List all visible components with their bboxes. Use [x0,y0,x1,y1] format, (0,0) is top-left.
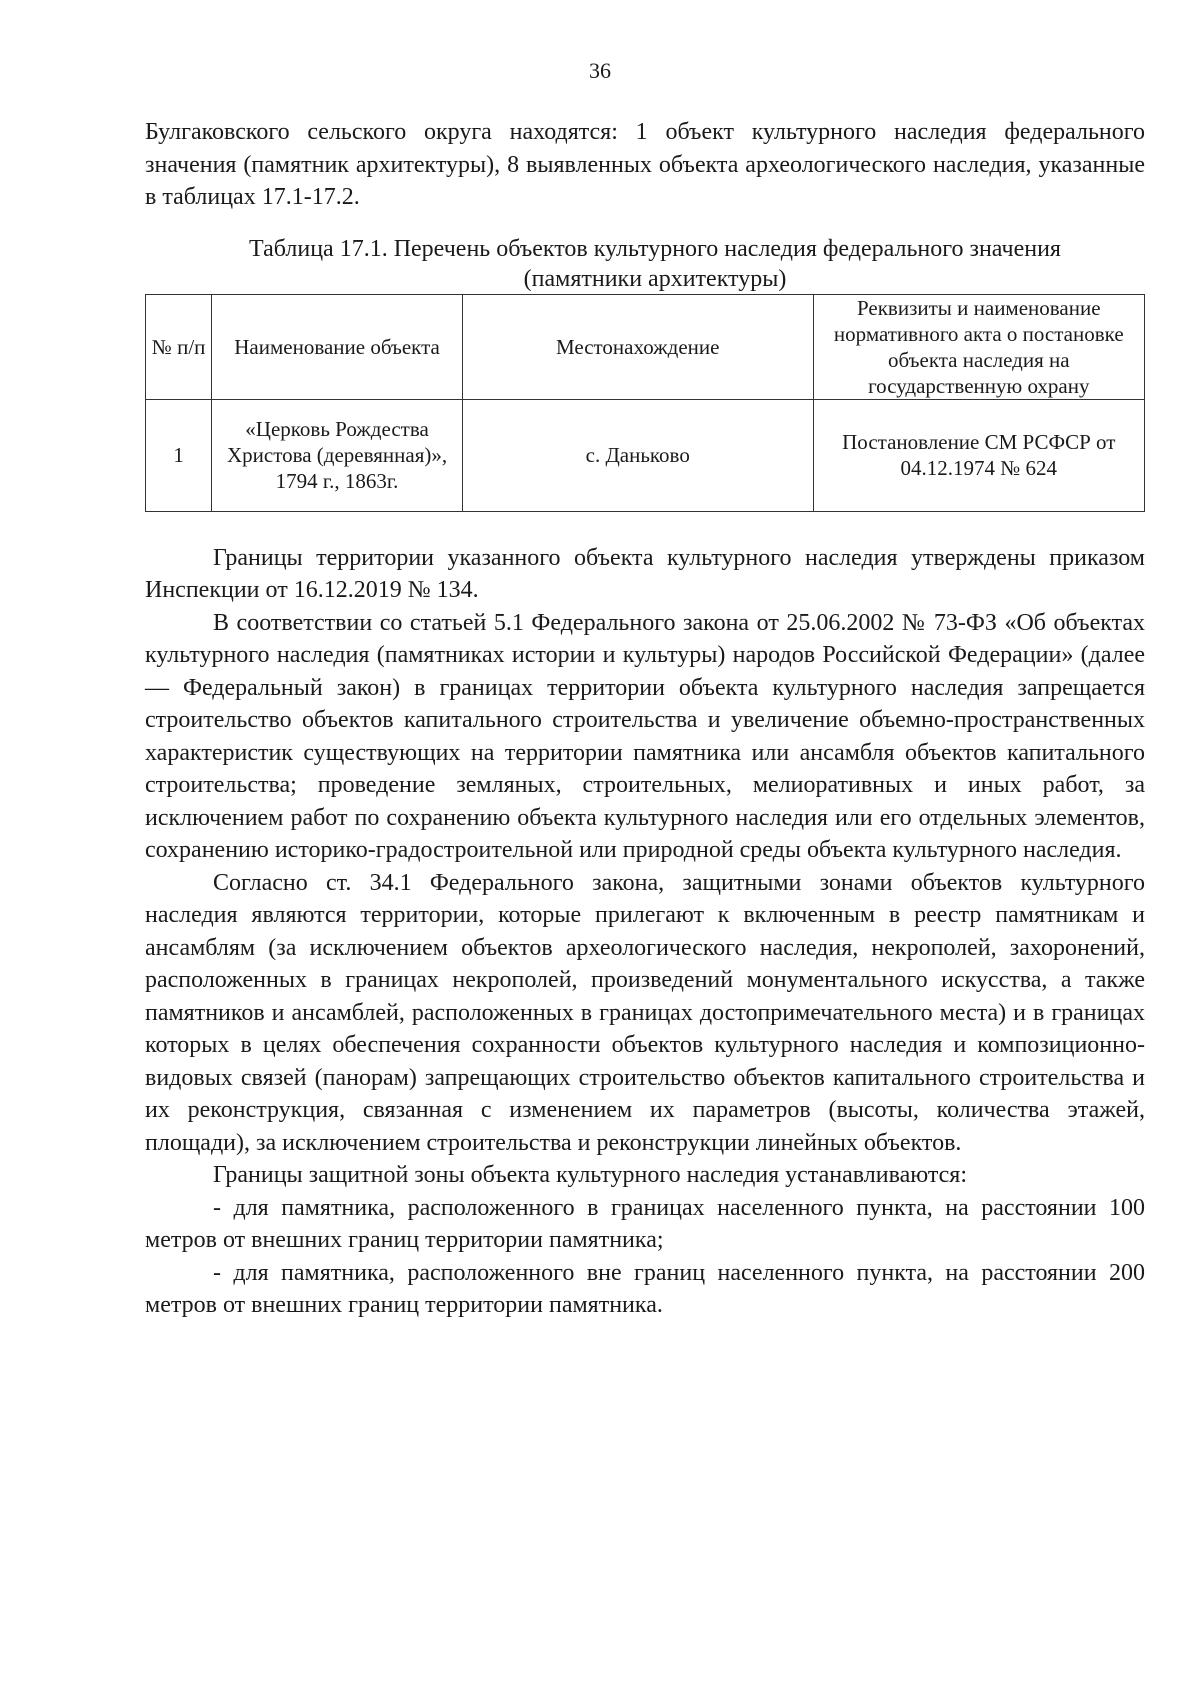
paragraph-article-34-1: Согласно ст. 34.1 Федерального закона, защитными зонами объектов культурного наследия являются территории, которые прилегают к включенным в реестр памятникам и ансамблям (за исключением объектов археологического наследия, некрополей, захоронений, расположенных в границах некрополей, произведений монументального искусства, а также памятников и ансамблей, расположенных в границах достопримечательного места) и в границах которых в целях обеспечения сохранности объектов культурного наследия и композиционно-видовых связей (панорам) запрещающих строительство объектов капитального строительства и их реконструкция, связанная с изменением их параметров (высоты, количества этажей, площади), за исключением строительства и реконструкции линейных объектов. [145,869,1145,1156]
table-caption: Таблица 17.1. Перечень объектов культурного наследия федерального значения (памятники архитектуры) [249,235,1061,292]
header-location: Местонахождение [462,294,813,399]
header-name: Наименование объекта [212,294,463,399]
header-num: № п/п [146,294,212,399]
paragraph-boundaries: Границы территории указанного объекта культурного наследия утверждены приказом Инспекции от 16.12.2019 № 134. [145,544,1145,603]
cell-name: «Церковь Рождества Христова (деревянная)», 1794 г., 1863г. [212,399,463,511]
cell-num: 1 [146,399,212,511]
page-number: 36 [589,58,611,83]
cell-location: с. Даньково [462,399,813,511]
heritage-table [145,294,1145,512]
table-header-row [146,294,1145,399]
list-item: - для памятника, расположенного вне границ населенного пункта, на расстоянии 200 метров от внешних границ территории памятника. [145,1259,1145,1318]
header-requisites: Реквизиты и наименование нормативного акта о постановке объекта наследия на государственную охрану [813,294,1144,399]
cell-requisites: Постановление СМ РСФСР от 04.12.1974 № 624 [813,399,1144,511]
list-item: - для памятника, расположенного в границах населенного пункта, на расстоянии 100 метров от внешних границ территории памятника; [145,1194,1145,1253]
paragraph-article-5-1: В соответствии со статьей 5.1 Федерального закона от 25.06.2002 № 73-ФЗ «Об объектах культурного наследия (памятниках истории и культуры) народов Российской Федерации» (далее — Федеральный закон) в границах территории объекта культурного наследия запрещается строительство объектов капитального строительства и увеличение объемно-пространственных характеристик существующих на территории памятника или ансамбля объектов капитального строительства; проведение земляных, строительных, мелиоративных и иных работ, за исключением работ по сохранению объекта культурного наследия или его отдельных элементов, сохранению историко-градостроительной или природной среды объекта культурного наследия. [145,609,1145,863]
table-row [146,399,1145,511]
paragraph-zone-intro: Границы защитной зоны объекта культурного наследия устанавливаются: [213,1162,967,1188]
document-body [145,116,1145,1322]
intro-paragraph: Булгаковского сельского округа находятся: 1 объект культурного наследия федерального значения (памятник архитектуры), 8 выявленных объекта археологического наследия, указанные в таблицах 17.1-17.2. [145,119,1145,210]
